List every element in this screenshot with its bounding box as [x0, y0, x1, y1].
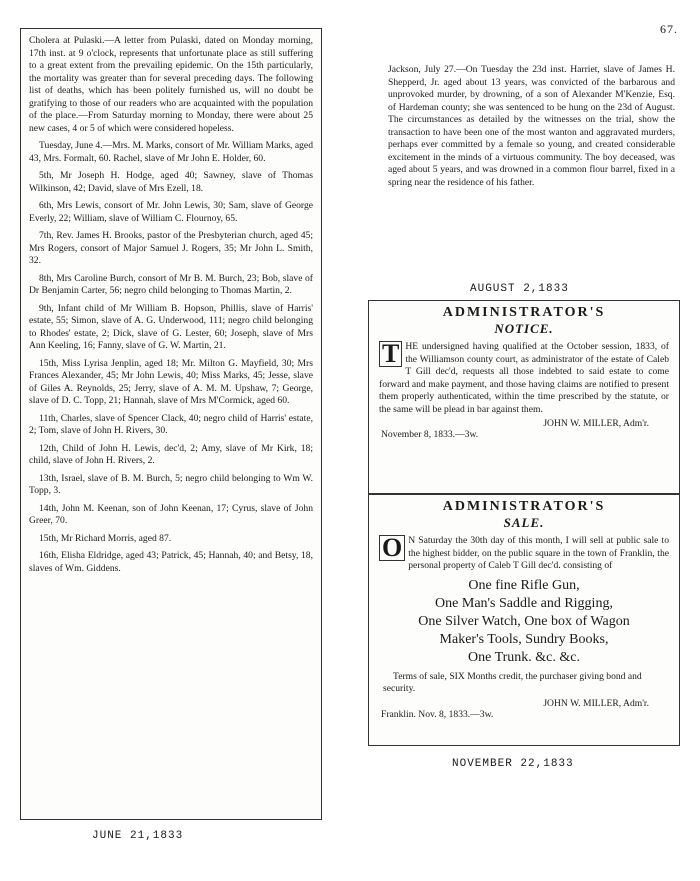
notice-body: [369, 341, 679, 416]
sale-item: One Silver Watch, One box of Wagon: [418, 613, 630, 629]
signature: JOHN W. MILLER, Adm'r.: [543, 697, 649, 709]
sale-item: Maker's Tools, Sundry Books,: [439, 631, 609, 647]
date-caption: AUGUST 2,1833: [470, 283, 569, 295]
notice-subheading: NOTICE.: [494, 321, 554, 336]
cholera-clipping: [20, 28, 322, 820]
notice-heading: ADMINISTRATOR'S: [442, 305, 606, 320]
jackson-article: [380, 58, 683, 200]
sale-terms: Terms of sale, SIX Months credit, the purchaser giving bond and security.: [383, 670, 642, 694]
sale-heading: ADMINISTRATOR'S: [442, 499, 606, 514]
article-paragraph: Cholera at Pulaski.—A letter from Pulaski, dated on Monday morning, 17th inst. at 9 o'clock, represents that unfortunate place as still suffering to a great extent from the prevailing epidemic. On the 15th particularly, the mortality was greater than for several preceding days. The following list of deaths, which has been politely furnished us, will no doubt be gratifying to those of our readers who are acquainted with the population of the place.—From Saturday morning to Monday, there were about 25 new cases, 4 or 5 of which were considered hopeless.: [29, 35, 313, 134]
sale-subheading: SALE.: [503, 515, 545, 530]
article-paragraph: 16th, Elisha Eldridge, aged 43; Patrick, 45; Hannah, 40; and Betsy, 18, slaves of Wm. Giddens.: [29, 550, 313, 574]
article-paragraph: 8th, Mrs Caroline Burch, consort of Mr B. M. Burch, 23; Bob, slave of Dr Benjamin Carter, 56; negro child belonging to Thomas Martin, 2.: [29, 272, 313, 296]
article-paragraph: 14th, John M. Keenan, son of John Keenan, 17; Cyrus, slave of John Greer, 70.: [29, 502, 313, 526]
article-paragraph: 5th, Mr Joseph H. Hodge, aged 40; Sawney, slave of Thomas Wilkinson, 42; David, slave of Mrs Ezell, 18.: [29, 170, 313, 194]
article-paragraph: 15th, Miss Lyrisa Jenplin, aged 18; Mr. Milton G. Mayfield, 30; Mrs Frances Alexander, 45; Mr John Lewis, 40; Miss Marks, 45; Jesse, slave of Giles A. Reynolds, 25; Jerry, slave of A. M. M. Upshaw, 7; George, slave of D. C. Topp, 21; Hannah, slave of Mrs M'Cormick, aged 60.: [29, 357, 313, 406]
sale-items: [369, 577, 679, 667]
article-paragraph: Jackson, July 27.—On Tuesday the 23d inst. Harriet, slave of James H. Shepperd, Jr. aged about 13 years, was convicted of the barbarous and unprovoked murder, by drowning, of a son of Alexander M'Kenzie, Esq. of Hardeman county; she was sentenced to be hung on the 23d of August. The circumstances as detailed by the witnesses on the trial, show the transaction to have been one of the most wanton and aggravated murders, perhaps ever committed by a female so young, and created considerable excitement in the minds of a virtuous community. The boy deceased, was aged about 5 years, and was drowned in a common flour barrel, fixed in a spring near the residence of his father.: [388, 64, 675, 188]
sale-item: One fine Rifle Gun,: [468, 577, 580, 593]
article-paragraph: Tuesday, June 4.—Mrs. M. Marks, consort of Mr. William Marks, aged 43, Mrs. Formalt, 60. Rachel, slave of Mr John E. Holder, 60.: [29, 140, 313, 164]
sale-body: [369, 535, 679, 573]
dropcap: O: [379, 535, 405, 561]
date-caption: NOVEMBER 22,1833: [452, 758, 574, 770]
administrator-sale-clipping: [368, 494, 680, 746]
article-paragraph: 7th, Rev. James H. Brooks, pastor of the Presbyterian church, aged 45; Mrs Rogers, consort of Major Samuel J. Rogers, 35; Mr John L. Smith, 32.: [29, 230, 313, 266]
dropcap: T: [379, 341, 402, 367]
administrator-notice-clipping: [368, 300, 680, 494]
notice-text: HE undersigned having qualified at the October session, 1833, of the Williamson county court, as administrator of the estate of Caleb T Gill dec'd, requests all those indebted to said estate to come forward and make payment, and those having claims are notified to present them properly authenticated, within the time prescribed by the statute, or the same will be plead in bar against them.: [379, 341, 669, 415]
sale-date: Franklin. Nov. 8, 1833.—3w.: [381, 708, 494, 720]
sale-item: One Man's Saddle and Rigging,: [435, 595, 613, 611]
signature: JOHN W. MILLER, Adm'r.: [543, 418, 649, 429]
article-paragraph: 13th, Israel, slave of B. M. Burch, 5; negro child belonging to Wm W. Topp, 3.: [29, 472, 313, 496]
cholera-article: [21, 29, 321, 586]
notice-date: November 8, 1833.—3w.: [381, 429, 479, 440]
date-caption: JUNE 21,1833: [92, 830, 184, 842]
article-paragraph: 15th, Mr Richard Morris, aged 87.: [39, 532, 172, 544]
page-number: 67.: [660, 22, 678, 36]
article-paragraph: 11th, Charles, slave of Spencer Clack, 40; negro child of Harris' estate, 2; Tom, slave of John H. Rivers, 30.: [29, 412, 313, 436]
sale-item: One Trunk. &c. &c.: [468, 649, 580, 665]
article-paragraph: 6th, Mrs Lewis, consort of Mr. John Lewis, 30; Sam, slave of George Everly, 22; William, slave of William C. Flournoy, 65.: [29, 200, 313, 224]
jackson-clipping: [380, 58, 683, 276]
article-paragraph: 9th, Infant child of Mr William B. Hopson, Phillis, slave of Harris' estate, 55; Simon, slave of A. G. Underwood, 111; negro child belonging to Rhodes' estate, 2; Dick, slave of G. Lester, 60; Joseph, slave of Mrs Ann Keeling, 16; Fanny, slave of G. W. Martin, 21.: [29, 302, 313, 351]
sale-text: N Saturday the 30th day of this month, I will sell at public sale to the highest bidder, on the public square in the town of Franklin, the personal property of Caleb T Gill dec'd. consisting of: [408, 535, 669, 571]
article-paragraph: 12th, Child of John H. Lewis, dec'd, 2; Amy, slave of Mr Kirk, 18; child, slave of John H. Rivers, 2.: [29, 442, 313, 466]
